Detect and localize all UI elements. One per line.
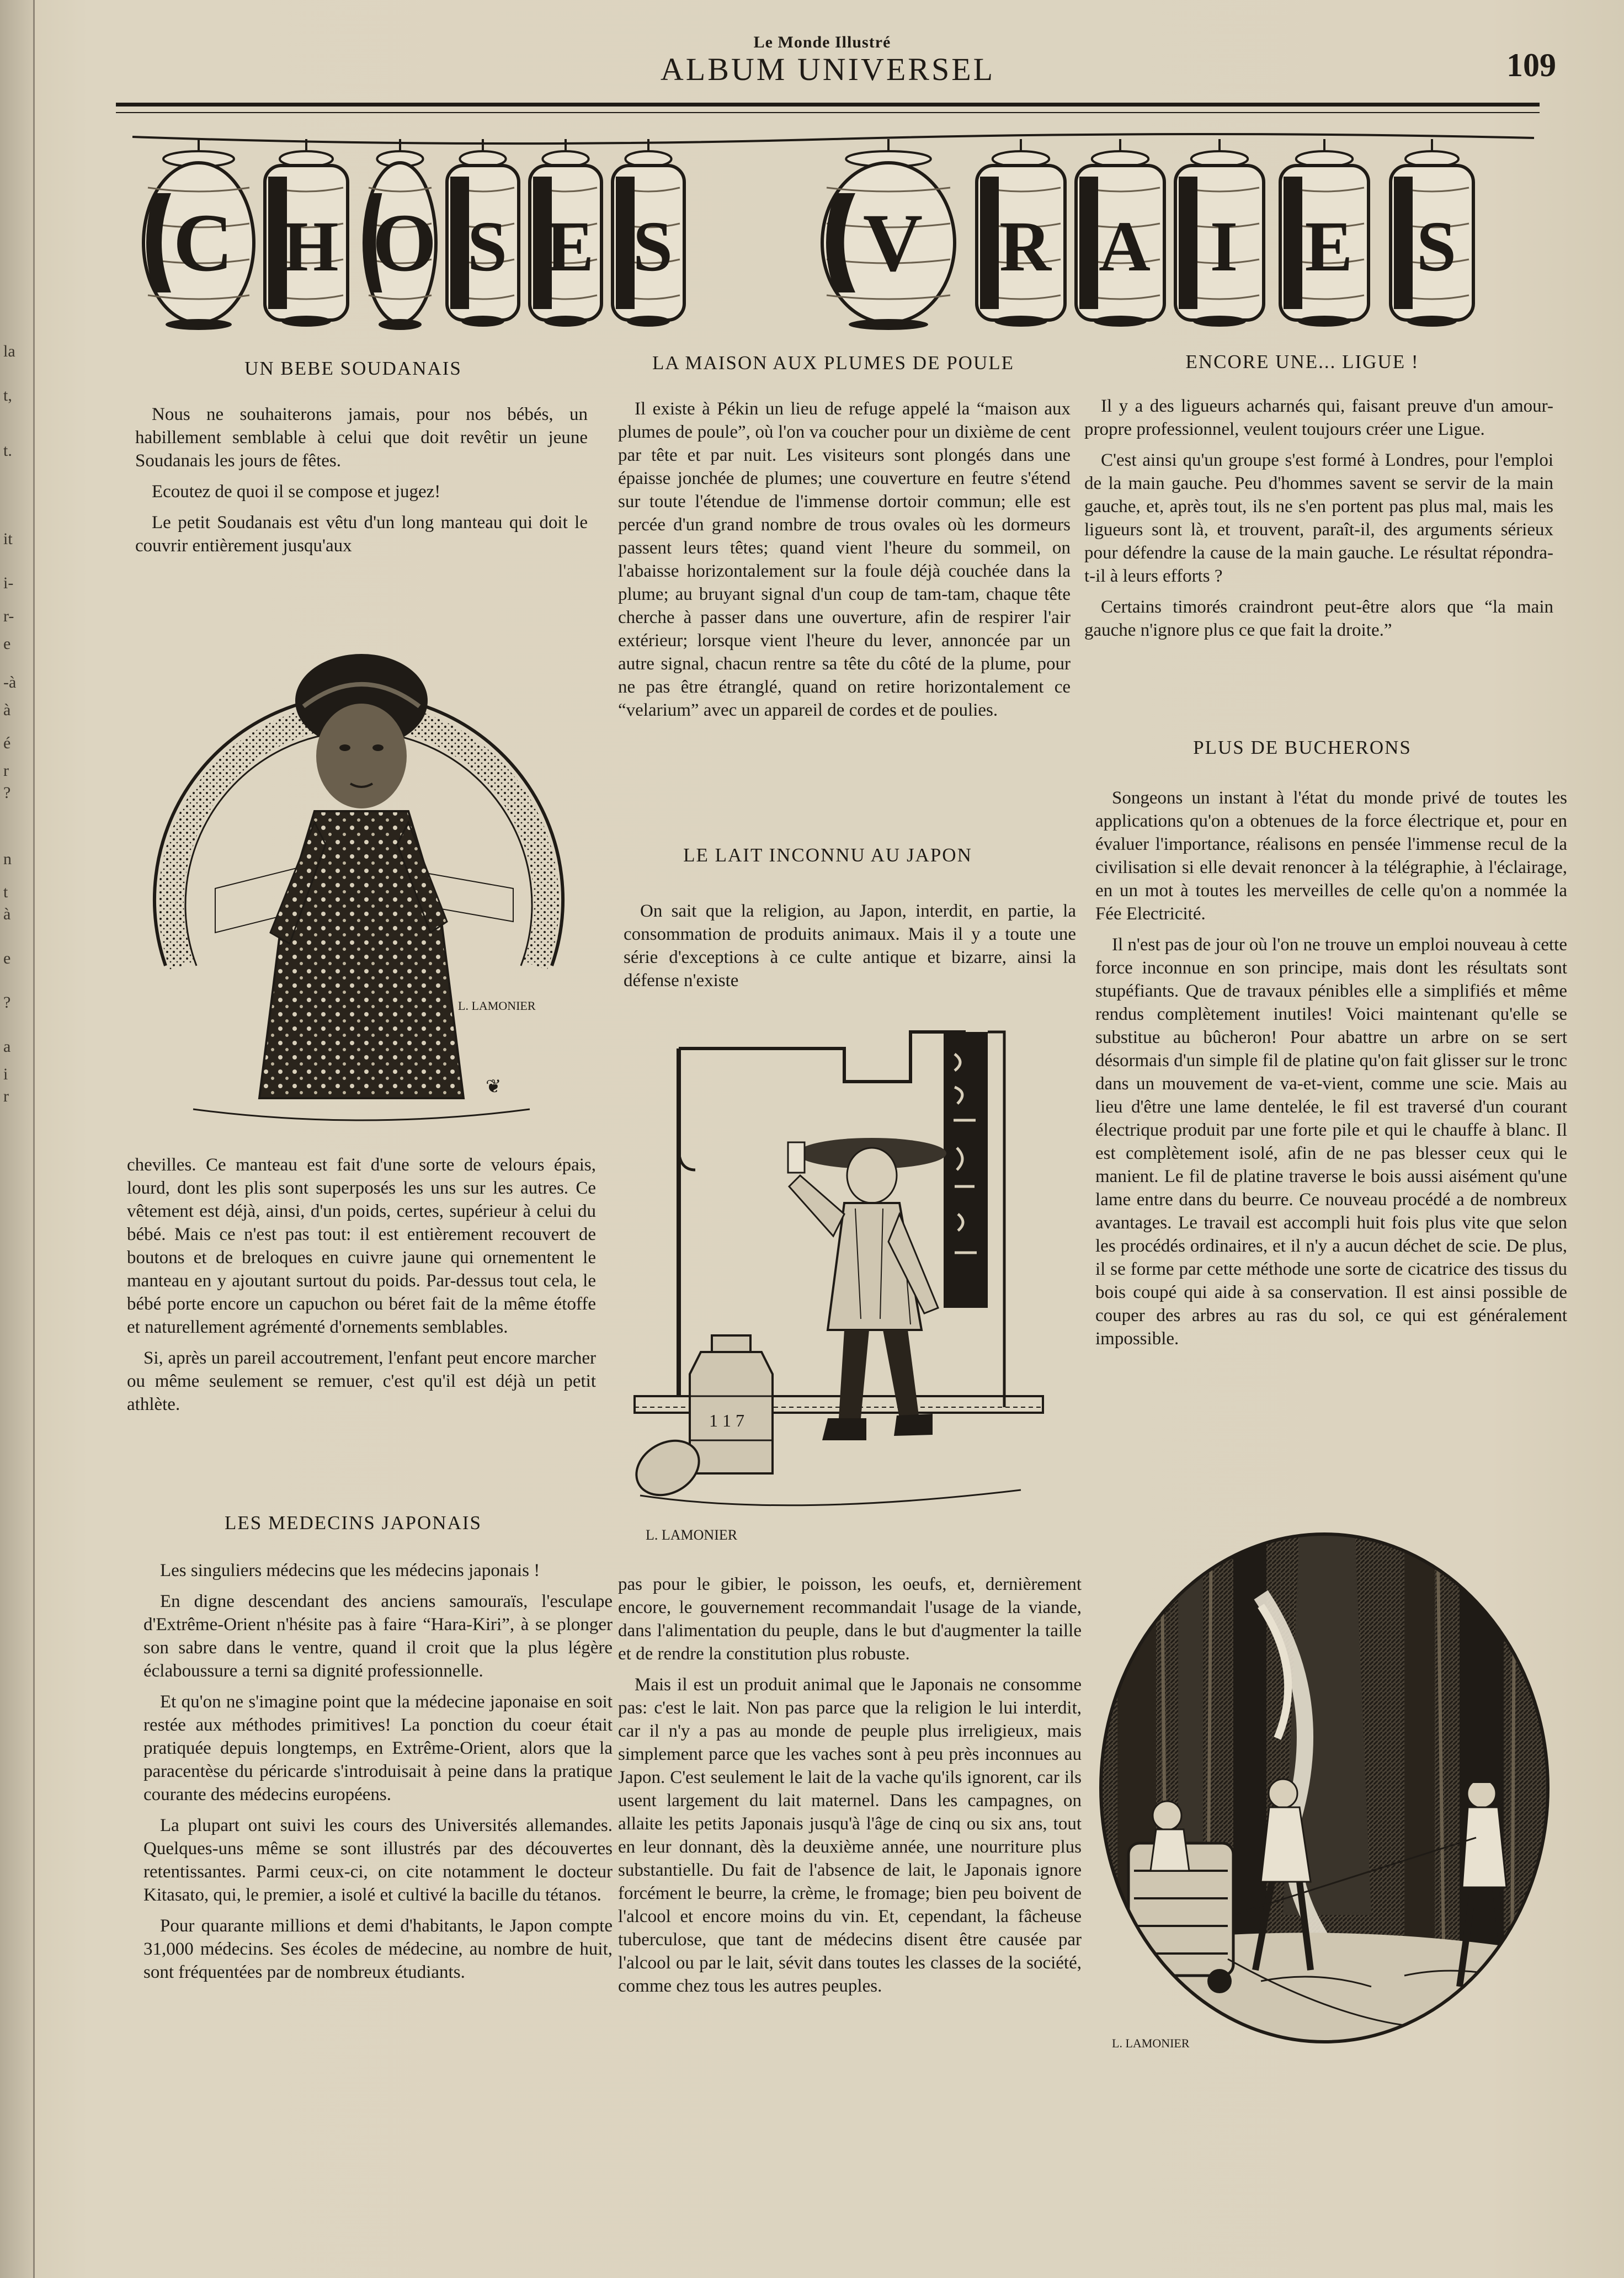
headline-bebe-soudanais: UN BEBE SOUDANAIS bbox=[244, 358, 462, 379]
previous-page-fragment: -à bbox=[3, 673, 17, 691]
banner-letter: C bbox=[173, 197, 233, 289]
choses-vraies-banner bbox=[127, 127, 1540, 337]
banner-lantern bbox=[143, 139, 254, 330]
banner-letter: I bbox=[1210, 207, 1238, 286]
paragraph: Il n'est pas de jour où l'on ne trouve un emploi nouveau à cette force inconnue en son principe, mais dont les résultats sont stupéfiants. Que de travaux pénibles elle a simplifiés et même rendus complètement inutiles! Voici maintenant qu'elle se substitue au bûcheron! Pour abattre un arbre on se sert désormais d'un simple fil de platine qu'on fait glisser sur le tronc dans un mouvement de va-et-vient, comme une scie. Mais au lieu d'être une lame dentelée, le fil est traversé d'un courant électrique produit par une forte pile et qui le chauffe à blanc. Il est complètement isolé, afin de ne pas blesser ceux qui le manient. Le fil de platine traverse le bois aussi aisément qu'une lame entre dans du beurre. Ce nouveau procédé a de nombreux avantages. Le travail est accompli huit fois plus vite que selon les procédés ordinaires, et il n'y a aucun déchet de scie. De plus, il se forme par cette méthode une sorte de cicatrice des tissus du bois coupé qui aide à sa conservation. Il est ainsi possible de couper des arbres au ras du sol, ce qui est généralement impossible. bbox=[1095, 935, 1567, 1349]
electric-lumberjack-illustration bbox=[1095, 1529, 1553, 2058]
paragraph: pas pour le gibier, le poisson, les oeufs, et, dernièrement encore, le gouvernement recommandait l'usage de la viande, dans l'alimentation du peuple, dans le but d'augmenter la taille et de rendre la constitution plus robuste. bbox=[618, 1574, 1082, 1664]
previous-page-fragment: r- bbox=[3, 607, 14, 625]
article-bebe-bottom bbox=[127, 1153, 596, 1424]
article-medecins bbox=[143, 1559, 613, 1992]
milk-can-label: 1 1 7 bbox=[709, 1411, 744, 1430]
headline-lait-inconnu: LE LAIT INCONNU AU JAPON bbox=[683, 844, 972, 866]
paragraph: chevilles. Ce manteau est fait d'une sorte de velours épais, lourd, dont les plis sont superposés les uns sur les autres. Ce vêtement est déjà, ainsi, d'un poids, certes, supérieur à celui du bébé. Mais ce n'est pas tout: il est entièrement recouvert de boutons et de breloques en cuivre jaune qui ornementent le manteau en y ajoutant surtout du poids. Par-dessus tout cela, le bébé porte encore un capuchon ou béret fait de la même étoffe et naturellement agrémenté d'ornements semblables. bbox=[127, 1155, 596, 1337]
page-number: 109 bbox=[1506, 47, 1556, 83]
article-maison bbox=[618, 397, 1071, 730]
masthead-small: Le Monde Illustré bbox=[753, 33, 891, 51]
banner-lantern bbox=[447, 139, 519, 327]
paragraph: En digne descendant des anciens samouraïs, l'esculape d'Extrême-Orient n'hésite pas à faire “Hara-Kiri”, à se plonger son sabre dans le ventre, quand il croit que la plus légère éclaboussure a terni sa dignité professionnelle. bbox=[143, 1592, 613, 1681]
banner-lantern bbox=[364, 139, 436, 330]
paragraph: Il existe à Pékin un lieu de refuge appelé la “maison aux plumes de poule”, où l'on va coucher pour un dixième de cent par tête et par nuit. Les visiteurs sont plongés dans une épaisse jonchée de plumes; une couverture en feutre s'étend sur toute l'étendue de l'immense dortoir commun; elle est percée d'un grand nombre de trous ovales où les dormeurs passent leurs têtes; quand vient l'heure du sommeil, on l'abaisse horizontalement sur la foule déjà couchée dans la plume; au bruyant signal d'un coup de tam-tam, chaque tête cherche à passer dans une ouverture, afin de respirer l'air extérieur; lorsque vient l'heure du lever, annoncée par un autre signal, chacun rentre sa tête du côté de la plume, pour ne pas être étranglé, quand on retire horizontalement ce “velarium” avec un appareil de cordes et de poulies. bbox=[618, 399, 1071, 720]
banner-lantern bbox=[530, 139, 601, 327]
paragraph: Si, après un pareil accoutrement, l'enfant peut encore marcher ou même seulement se remuer, c'est qu'il est déjà un petit athlète. bbox=[127, 1348, 596, 1414]
monogram-mark: ❦ bbox=[486, 1077, 502, 1097]
paragraph: Certains timorés craindront peut-être alors que “la main gauche n'ignore plus ce que fait la droite.” bbox=[1084, 597, 1553, 640]
paragraph: Et qu'on ne s'imagine point que la médecine japonaise en soit restée aux méthodes primitives! La ponction du coeur était pratiquée depuis longtemps, en Extrême-Orient, alors que la paracentèse du péricarde s'introduisait à peine dans la pratique courante des médecins européens. bbox=[143, 1692, 613, 1805]
paragraph: Mais il est un produit animal que le Japonais ne consomme pas: c'est le lait. Non pas parce que la religion le lui interdit, car il n'y a pas au monde de peuple plus irreligieux, mais simplement parce que les vaches sont à peu près inconnues au Japon. C'est seulement le lait de la vache qu'ils ignorent, car ils usent largement du lait maternel. Dans les campagnes, on allaite les petits Japonais jusqu'à l'âge de cinq ou six ans, tout en leur donnant, dès la deuxième année, une nourriture plus substantielle. Du fait de l'absence de lait, le Japonais ignore forcément le beurre, la crème, le fromage; bien peu boivent de l'alcool et encore moins du vin. Et, cependant, la fâcheuse tuberculose, que tant de médecins disent être causée par l'alcool ou par le lait, sévit dans toutes les classes de la société, comme chez tous les autres peuples. bbox=[618, 1675, 1082, 1996]
previous-page-fragment: a bbox=[3, 1037, 11, 1056]
paragraph: Il y a des ligueurs acharnés qui, faisant preuve d'un amour-propre professionnel, veulent toujours créer une Ligue. bbox=[1084, 396, 1553, 439]
previous-page-fragment: t, bbox=[3, 386, 12, 404]
banner-lantern bbox=[1280, 139, 1369, 327]
paragraph: Pour quarante millions et demi d'habitants, le Japon compte 31,000 médecins. Ses écoles de médecine, au nombre de huit, sont fréquentées par de nombreux étudiants. bbox=[143, 1916, 613, 1982]
article-lait-bottom bbox=[618, 1573, 1082, 2005]
paragraph: On sait que la religion, au Japon, interdit, en partie, la consommation de produits animaux. Mais il y a toute une série d'exceptions à ce culte antique et bizarre, ainsi la défense n'existe bbox=[624, 901, 1076, 991]
headline-encore-ligue: ENCORE UNE... LIGUE ! bbox=[1185, 351, 1419, 372]
previous-page-fragment: ? bbox=[3, 993, 11, 1012]
previous-page-fragment: i- bbox=[3, 574, 14, 592]
previous-page-fragment: à bbox=[3, 905, 11, 923]
previous-page-fragment: e bbox=[3, 949, 11, 967]
previous-page-fragment: r bbox=[3, 762, 9, 780]
banner-letter: O bbox=[372, 197, 437, 289]
banner-lantern bbox=[977, 139, 1065, 327]
header-rule-thin bbox=[116, 112, 1540, 113]
banner-lantern bbox=[613, 139, 684, 327]
banner-letter: V bbox=[862, 197, 923, 289]
previous-page-fragment: e bbox=[3, 635, 11, 653]
illustrator-signature: L. LAMONIER bbox=[646, 1527, 738, 1543]
paragraph: Nous ne souhaiterons jamais, pour nos bébés, un habillement semblable à celui que doit revêtir un jeune Soudanais les jours de fêtes. bbox=[135, 404, 588, 471]
paragraph: C'est ainsi qu'un groupe s'est formé à Londres, pour l'emploi de la main gauche. Peu d'hommes savent se servir de la main gauche, et, après tout, ils ne s'en portent pas plus mal, mais les ligueurs sont là, et trouvent, paraît-il, des arguments sérieux pour défendre la cause de la main gauche. Le résultat répondra-t-il à leurs efforts ? bbox=[1084, 450, 1553, 586]
previous-page-fragment: ? bbox=[3, 784, 11, 802]
headline-maison-plumes: LA MAISON AUX PLUMES DE POULE bbox=[652, 352, 1014, 374]
illustrator-signature: L. LAMONIER bbox=[1112, 2036, 1190, 2050]
previous-page-fragment: it bbox=[3, 530, 13, 548]
paragraph: Le petit Soudanais est vêtu d'un long manteau qui doit le couvrir entièrement jusqu'aux bbox=[135, 513, 588, 556]
soudanese-baby-illustration bbox=[132, 579, 590, 1148]
paragraph: Songeons un instant à l'état du monde privé de toutes les applications qu'on a obtenues de la force électrique et, pour en évaluer l'importance, réalisons en pensée l'immense recul de la civilisation si elle devait renoncer à la télégraphie, à l'éclairage, en un mot à toutes les merveilles de celle qu'on a nommée la Fée Electricité. bbox=[1095, 788, 1567, 924]
banner-lantern bbox=[1391, 139, 1473, 327]
header-rule-thick bbox=[116, 103, 1540, 107]
article-ligue bbox=[1084, 395, 1553, 650]
banner-letter: S bbox=[1416, 207, 1457, 286]
banner-lantern bbox=[1175, 139, 1264, 327]
banner-lantern bbox=[265, 139, 348, 327]
previous-page-fragment: à bbox=[3, 701, 11, 719]
previous-page-fragment: r bbox=[3, 1087, 9, 1105]
banner-letter: E bbox=[546, 207, 594, 286]
banner-letter: H bbox=[283, 207, 339, 286]
banner-lantern bbox=[1076, 139, 1164, 327]
banner-letter: E bbox=[1304, 207, 1353, 286]
masthead-title: ALBUM UNIVERSEL bbox=[660, 51, 995, 87]
illustrator-signature: L. LAMONIER bbox=[458, 999, 536, 1013]
japanese-milk-illustration bbox=[624, 1021, 1054, 1556]
headline-medecins-japonais: LES MEDECINS JAPONAIS bbox=[225, 1512, 482, 1534]
previous-page-fragment: la bbox=[3, 342, 15, 360]
headline-plus-bucherons: PLUS DE BUCHERONS bbox=[1193, 737, 1412, 758]
banner-letter: A bbox=[1099, 207, 1151, 286]
previous-page-fragment: é bbox=[3, 734, 11, 752]
banner-letter: R bbox=[999, 207, 1051, 286]
article-lait-top bbox=[624, 900, 1076, 1000]
banner-letter: S bbox=[632, 207, 673, 286]
banner-lantern bbox=[822, 139, 955, 330]
paragraph: Les singuliers médecins que les médecins japonais ! bbox=[160, 1561, 540, 1580]
banner-letter: S bbox=[467, 207, 508, 286]
paragraph: La plupart ont suivi les cours des Universités allemandes. Quelques-uns même se sont illustrés par des découvertes retentissantes. Parmi ceux-ci, on cite notamment le docteur Kitasato, qui, le premier, a isolé et cultivé la bacille du tétanos. bbox=[143, 1816, 613, 1905]
paragraph: Ecoutez de quoi il se compose et jugez! bbox=[152, 482, 441, 502]
previous-page-fragment: t bbox=[3, 883, 8, 901]
previous-page-fragment: n bbox=[3, 850, 12, 868]
article-bucherons bbox=[1095, 786, 1567, 1358]
article-bebe-top bbox=[135, 403, 588, 565]
previous-page-fragment: i bbox=[3, 1065, 8, 1083]
previous-page-fragment: t. bbox=[3, 441, 12, 460]
